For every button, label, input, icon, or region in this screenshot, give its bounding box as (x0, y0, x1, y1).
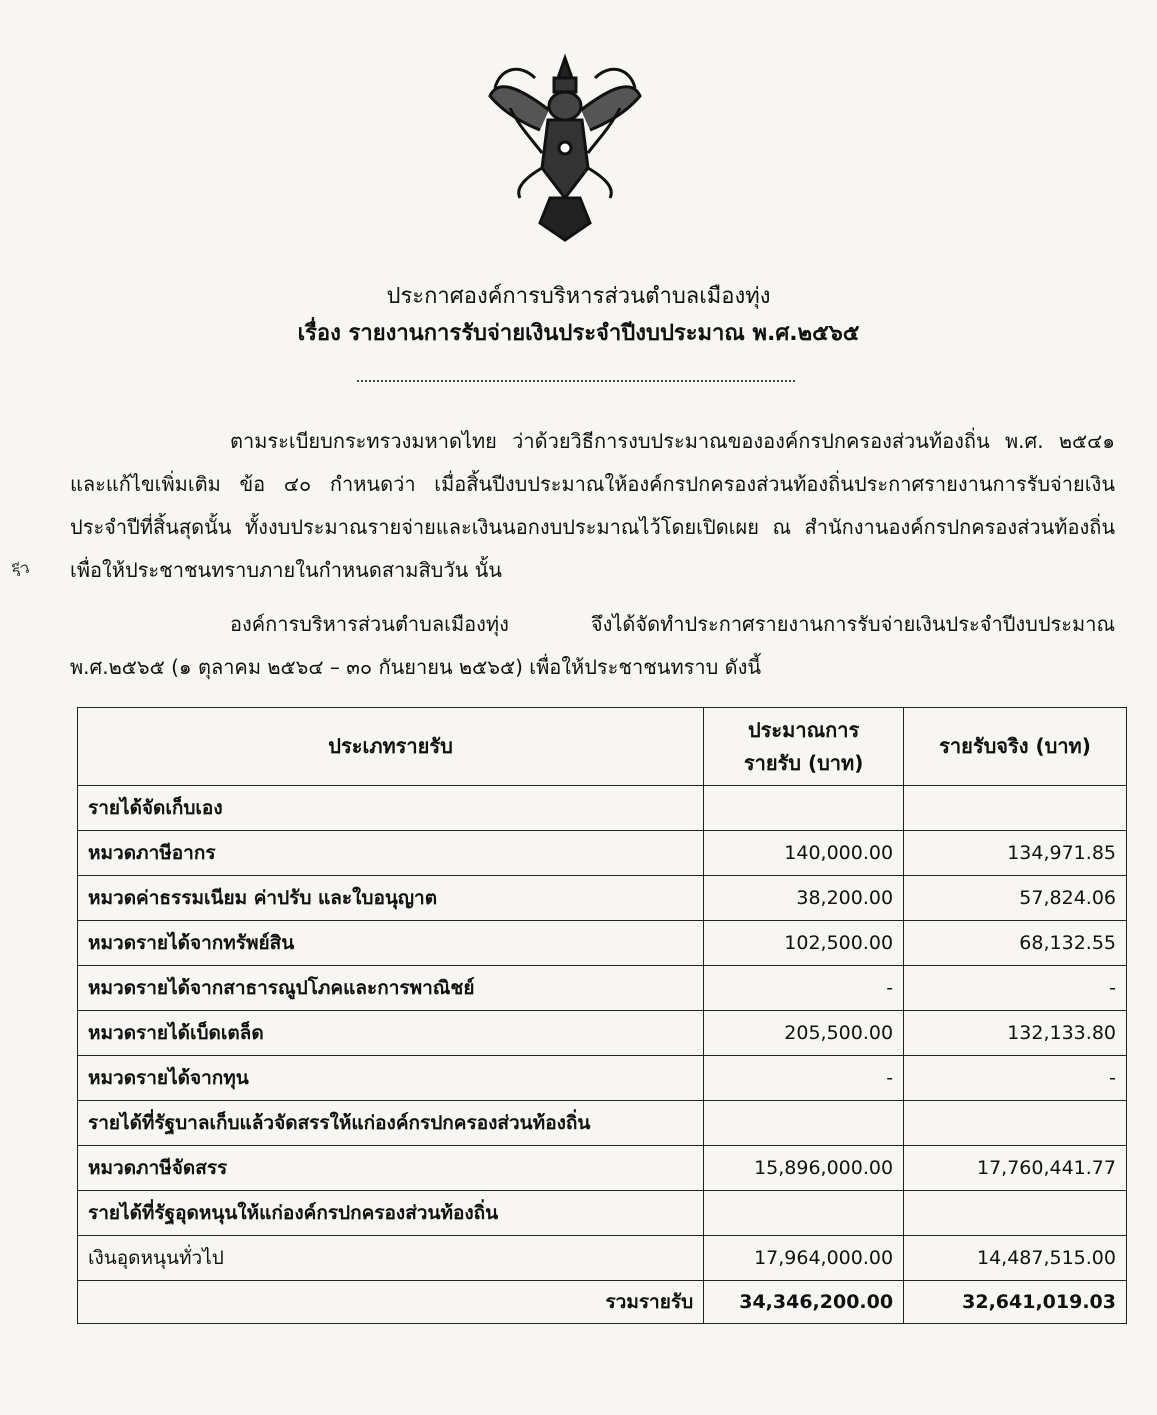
table-row (78, 1011, 1127, 1056)
row-estimate: 15,896,000.00 (704, 1146, 904, 1191)
row-label: หมวดรายได้จากทรัพย์สิน (78, 921, 704, 966)
row-estimate: 102,500.00 (704, 921, 904, 966)
row-actual: 68,132.55 (904, 921, 1127, 966)
row-estimate: 38,200.00 (704, 876, 904, 921)
row-label: หมวดรายได้จากสาธารณูปโภคและการพาณิชย์ (78, 966, 704, 1011)
header-actual: รายรับจริง (บาท) (904, 708, 1127, 786)
empty-cell (904, 786, 1127, 831)
revenue-table (77, 707, 1127, 1324)
section-gov-allocated: รายได้ที่รัฐบาลเก็บแล้วจัดสรรให้แก่องค์กรปกครองส่วนท้องถิ่น (78, 1101, 704, 1146)
paragraph-regulation (70, 420, 1115, 592)
section-row (78, 1101, 1127, 1146)
empty-cell (904, 1191, 1127, 1236)
table-header-row (78, 708, 1127, 786)
row-estimate: 205,500.00 (704, 1011, 904, 1056)
margin-note: ร๊ว (8, 557, 32, 582)
row-actual: - (904, 966, 1127, 1011)
header-estimate-line2: รายรับ (บาท) (743, 750, 864, 775)
row-estimate: 17,964,000.00 (704, 1236, 904, 1281)
paragraph-announcement-text: องค์การบริหารส่วนตำบลเมืองทุ่ง จึงได้จัดทำประกาศรายงานการรับจ่ายเงินประจำปีงบประมาณ พ.ศ.๒๕๖๕ (๑ ตุลาคม ๒๕๖๔ – ๓๐ กันยายน ๒๕๖๕) เพื่อให้ประชาชนทราบ ดังนี้ (70, 612, 1115, 679)
row-label: หมวดรายได้จากทุน (78, 1056, 704, 1101)
total-label: รวมรายรับ (78, 1281, 704, 1324)
row-actual: 57,824.06 (904, 876, 1127, 921)
row-actual: 14,487,515.00 (904, 1236, 1127, 1281)
garuda-emblem-icon (480, 48, 650, 243)
total-estimate: 34,346,200.00 (704, 1281, 904, 1324)
header-revenue-type: ประเภทรายรับ (78, 708, 704, 786)
table-row (78, 1146, 1127, 1191)
row-actual: 17,760,441.77 (904, 1146, 1127, 1191)
row-actual: 134,971.85 (904, 831, 1127, 876)
empty-cell (704, 786, 904, 831)
empty-cell (704, 1191, 904, 1236)
row-actual: - (904, 1056, 1127, 1101)
title-block (0, 280, 1157, 354)
row-label: เงินอุดหนุนทั่วไป (78, 1236, 704, 1281)
announcement-subject: เรื่อง รายงานการรับจ่ายเงินประจำปีงบประมาณ พ.ศ.๒๕๖๕ (297, 321, 860, 346)
row-estimate: 140,000.00 (704, 831, 904, 876)
table-row (78, 1056, 1127, 1101)
header-estimate (704, 708, 904, 786)
row-label: หมวดรายได้เบ็ดเตล็ด (78, 1011, 704, 1056)
section-self-collected: รายได้จัดเก็บเอง (78, 786, 704, 831)
empty-cell (904, 1101, 1127, 1146)
row-label: หมวดภาษีอากร (78, 831, 704, 876)
row-estimate: - (704, 1056, 904, 1101)
table-row (78, 921, 1127, 966)
divider (357, 380, 795, 382)
empty-cell (704, 1101, 904, 1146)
row-actual: 132,133.80 (904, 1011, 1127, 1056)
announcement-title: ประกาศองค์การบริหารส่วนตำบลเมืองทุ่ง (386, 284, 771, 309)
row-label: หมวดภาษีจัดสรร (78, 1146, 704, 1191)
table-row (78, 966, 1127, 1011)
section-row (78, 1191, 1127, 1236)
section-gov-subsidy: รายได้ที่รัฐอุดหนุนให้แก่องค์กรปกครองส่วนท้องถิ่น (78, 1191, 704, 1236)
table-row (78, 876, 1127, 921)
section-row (78, 786, 1127, 831)
total-row (78, 1281, 1127, 1324)
paragraph-announcement (70, 603, 1115, 689)
table-row (78, 831, 1127, 876)
row-estimate: - (704, 966, 904, 1011)
total-actual: 32,641,019.03 (904, 1281, 1127, 1324)
table-row (78, 1236, 1127, 1281)
paragraph-regulation-text: ตามระเบียบกระทรวงมหาดไทย ว่าด้วยวิธีการงบประมาณขององค์กรปกครองส่วนท้องถิ่น พ.ศ. ๒๕๔๑ และแก้ไขเพิ่มเติม ข้อ ๔๐ กำหนดว่า เมื่อสิ้นปีงบประมาณให้องค์กรปกครองส่วนท้องถิ่นประกาศรายงานการรับจ่ายเงินประจำปีที่สิ้นสุดนั้น ทั้งงบประมาณรายจ่ายและเงินนอกงบประมาณไว้โดยเปิดเผย ณ สำนักงานองค์กรปกครองส่วนท้องถิ่นเพื่อให้ประชาชนทราบภายในกำหนดสามสิบวัน นั้น (70, 429, 1115, 582)
header-estimate-line1: ประมาณการ (747, 717, 860, 742)
row-label: หมวดค่าธรรมเนียม ค่าปรับ และใบอนุญาต (78, 876, 704, 921)
